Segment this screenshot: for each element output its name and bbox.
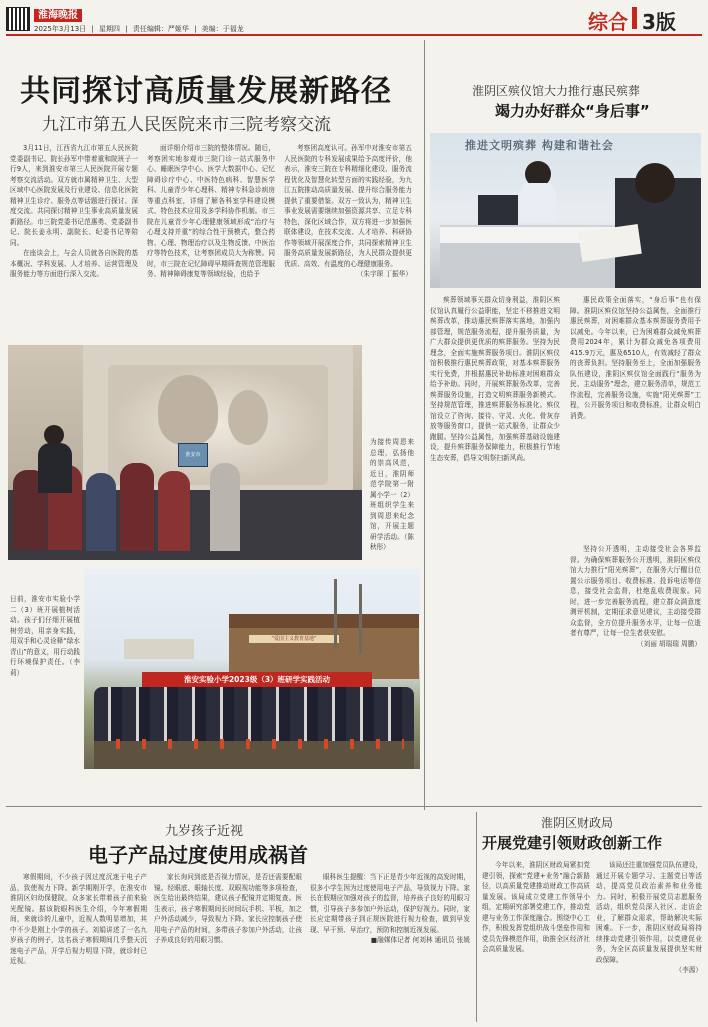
main-paragraph-4: 考察团高度认可。孙军中对淮安市第五人民医院的专科发展成果给予高度评价，他表示，淮安三院在专科精细化建设、服务流程优化及智慧化转型方面的实践经验，为九江五院推动高质量发展、提升综合服务能力提供了重要借鉴。双方一致认为，精神卫生事业发展需要继续加强资源共享、立足专科特色，深化区域合作，双方将进一步加强医联体建设，在技术交流、人才培养、科研协作等领域开展深度合作，共同探索精神卫生服务高质量发展新路径，为人民群众提供更优质、高效、有温度的心理健康服务。: [284, 144, 412, 268]
bottom-divider: [6, 806, 702, 807]
main-paragraph-2: 在座谈会上，与会人员就各自医院的基本概况、学科发展、人才培养、运营管理及服务能力等方面进行深入交流。: [10, 249, 138, 278]
myopia-byline: ■融媒体记者 何刘林 通讯员 张媛: [370, 936, 470, 944]
main-paragraph-1: 3月11日，江西省九江市第五人民医院党委副书记、院长孙军中带着重和院班子一行9人，来到淮安市第三人民医院开展专题考察交流活动。双方就市属精神卫生、大型区域中心医院发展及行业建设、信息化医院精神卫生诊疗、服务点等话题进行探讨、深度交流。共同探讨精神卫生事业高质量发展新路径。市三院党委书记范惠勇、党委副书记、院长姜永明、副院长、纪委书记等陪同。: [10, 144, 138, 247]
section-title: 综合: [588, 10, 628, 34]
column-divider: [424, 40, 425, 810]
myopia-paragraph-1: 寒假期间，不少孩子因过度沉迷于电子产品，致使视力下降。新学期刚开学，在淮安市淮阴区妇幼保健院，众多家长带着孩子前来验光配镜。据该院眼科医生介绍，今年寒假期间，来就诊的儿童中，近视人数明显增加，其中不少是刚上小学的孩子。刘娟讲述了一名九岁孩子的例子，这名孩子寒假期间几乎整天沉迷电子产品，开学后视力明显下降，就诊时已近视。: [10, 873, 147, 965]
finance-kicker: 淮阴区财政局: [541, 816, 614, 830]
main-paragraph-3: 面详细介绍市三院的整体情况。随后，考察团实地参观市三院门诊一站式服务中心、睡眠医学中心、医学大数据中心、记忆障碍诊疗中心、中医特色病科、智慧医学科、儿童青少年心理科、精神专科急诊病房等重点科室，详细了解各科室学科建设模式、特色技术应用及多学科协作机制。市三院在儿童青少年心理健康领域形成“治疗与心理支持并重”的综合性干预模式，整合药物、心理、物理治疗以及生物反馈、中医治疗等特色技术，让考察团成员大为称赞。同时，市三院在记忆障碍早期筛查规范管理服务、精神障碍康复等领域经验，也给予: [147, 144, 275, 278]
main-column-1: [10, 143, 138, 339]
base-sign: “爱国主义教育基地”: [249, 635, 339, 643]
photo-tree-planting: [84, 569, 420, 769]
main-column-3: [284, 143, 412, 339]
main-byline: （朱宇琛 丁振华）: [356, 270, 412, 278]
finance-paragraph-b: 该局还注重加强党员队伍建设，通过开展专题学习、主题党日等活动，提高党员政治素养和业务能力。同时，积极开展党员志愿服务活动，组织党员深入社区、走访企业，了解群众需求，帮助解决实际困难。下一步，淮阴区财政局将持续推动党建引领作用，以党建促业务，为全区高质量发展提供坚实财政保障。: [596, 861, 702, 964]
finance-column-b: [596, 860, 702, 1022]
finance-headline: 开展党建引领财政创新工作: [482, 834, 663, 852]
side-column-a: [430, 295, 560, 797]
side-column-c: [570, 544, 701, 798]
side-paragraph-c: 坚持公开透明，主动接受社会各界监督。为确保殡葬服务公开透明，淮阴区殡仪馆大力推行“阳光殡葬”，在服务大厅醒目位置公示服务项目、收费标准、投诉电话等信息，接受社会监督，杜绝乱收费现象。同时，进一步完善服务流程，建立群众满意度测评机制，定期征求意见建议，主动接受群众监督，全方位提升服务水平，让每一位逝者有尊严，让每一位生者获安慰。: [570, 545, 701, 637]
finance-paragraph-a: 今年以来，淮阴区财政局紧扣党建引领，探索“党建+业务”融合新路径，以高质量党建推动财政工作高质量发展。该局成立党建工作领导小组，定期研究部署党建工作，推动党建与业务工作深度融合。围绕中心工作，积极发挥党组织战斗堡垒作用和党员先锋模范作用，助推全区经济社会高质量发展。: [482, 861, 590, 953]
class-banner: 淮安实验小学2023级（3）班研学实践活动: [142, 672, 372, 687]
main-headline: 共同探讨高质量发展新路径: [20, 74, 392, 109]
finance-column-a: [482, 860, 590, 1022]
side-headline: 竭力办好群众“身后事”: [495, 102, 650, 120]
side-paragraph-a: 殡葬领域事关群众切身利益，淮阴区殡仪馆认真履行公益职能，坚定不移推进文明殡葬改革，推动惠民殡葬落实落地，加强内部管理，规范服务流程，提升服务质量，为广大群众提供更优质的殡葬服务。坚持为民理念，全面实施殡葬服务项目。淮阴区殡仪馆积极推行惠民殡葬政策，对基本殡葬服务实行免费，并根据惠民补助标准对困难群众给予补助。同时，开展殡葬服务改革，完善殡葬服务设施，打造文明殡葬服务新模式。坚持规范管理，推进殡葬服务标准化。殡仪馆设立了咨询、接待、守灵、火化、骨灰存放等服务窗口，提供一站式服务，让群众少跑腿。坚持公益属性，加强殡葬基础设施建设，提升殡葬服务保障能力，积极推行节地生态安葬，倡导文明祭扫新风尚。: [430, 296, 560, 462]
photo1-caption: 为接传周恩来总理，弘扬他的崇高风范，近日，淮阴师范学院第一附属小学一（2）班组织学生来到周恩来纪念馆，开展主题研学活动。（陈秋彤）: [370, 438, 414, 551]
side-column-b: [570, 295, 701, 543]
myopia-paragraph-2: 家长询问到底是否视力情况，是否还需要配眼镜。经眼底、眼轴长度、双眼视功能等多项检查，医生给出最终结果，建议孩子配镜并定期复查。医生表示，孩子寒假期间长时间玩手机、平板，加之户外活动减少，导致视力下降。家长应控制孩子使用电子产品的时间，多带孩子参加户外活动，让孩子养成良好的用眼习惯。: [154, 873, 302, 944]
myopia-column-3: [310, 872, 470, 1022]
photo-service-hall: [430, 133, 701, 288]
side-byline: （刘丽 胡瑞瑞 周鹏）: [636, 639, 701, 648]
finance-byline: （李源）: [675, 966, 702, 974]
myopia-column-1: [10, 872, 147, 1022]
exhibit-board: 淮安市: [178, 443, 208, 467]
main-column-2: [147, 143, 275, 339]
qr-code-icon: [6, 7, 30, 31]
main-subhead: 九江市第五人民医院来市三院考察交流: [42, 115, 331, 135]
masthead-logo: 淮海晚报: [34, 9, 82, 22]
art-credit: 美编：于福龙: [201, 25, 244, 33]
masthead-rule: [6, 34, 702, 36]
hall-wall-text: 推进文明殡葬 构建和谐社会: [465, 139, 614, 152]
photo2-caption: 日前，淮安市实验小学二（3）班开展植树活动。孩子们仔细开展植树劳动，用亲身实践，用双手和心灵诠释“绿水青山”的意义，用行动践行环境保护责任。（李莉）: [10, 595, 80, 677]
photo-memorial-hall: [8, 345, 362, 560]
section-divider: [632, 7, 637, 29]
side-kicker: 淮阴区殡仪馆大力推行惠民殡葬: [472, 84, 641, 98]
side-paragraph-b: 惠民政策全面落实，“身后事”也有保障。淮阴区殡仪馆坚持公益属性，全面推行惠民殡葬，对困难群众基本殡葬服务费用予以减免。今年以来，已为困难群众减免殡葬费用2024年，累计为群众减免各项费用415.9万元，惠及6510人，有效减轻了群众的丧葬负担。坚持服务至上，全面加强服务队伍建设，淮阴区殡仪馆全面践行“服务为民、主动服务”理念，建立服务清单，规范工作流程，完善服务设施，实施“阳光殡葬”工程，公开服务项目和收费标准，让群众明白消费。: [570, 296, 701, 420]
myopia-headline: 电子产品过度使用成祸首: [88, 843, 308, 867]
myopia-kicker: 九岁孩子近视: [165, 824, 244, 839]
page-number: 3版: [642, 10, 676, 34]
myopia-column-2: [154, 872, 302, 1022]
issue-date: 2025年3月13日: [34, 25, 87, 33]
bottom-column-divider: [476, 812, 477, 1022]
issue-weekday: 星期四: [99, 25, 121, 33]
myopia-paragraph-3: 眼科医生提醒：当下正是青少年近视的高发时期，很多小学生因为过度使用电子产品，导致视力下降。家长在假期应加强对孩子的监督，培养孩子良好的用眼习惯，引导孩子多参加户外运动，保护好视力。同时，家长应定期带孩子到正规医院进行视力检查，做到早发现、早干预、早治疗，预防和控制近视发展。: [310, 873, 470, 934]
editor-credit: 责任编辑：严姬华: [132, 25, 189, 33]
